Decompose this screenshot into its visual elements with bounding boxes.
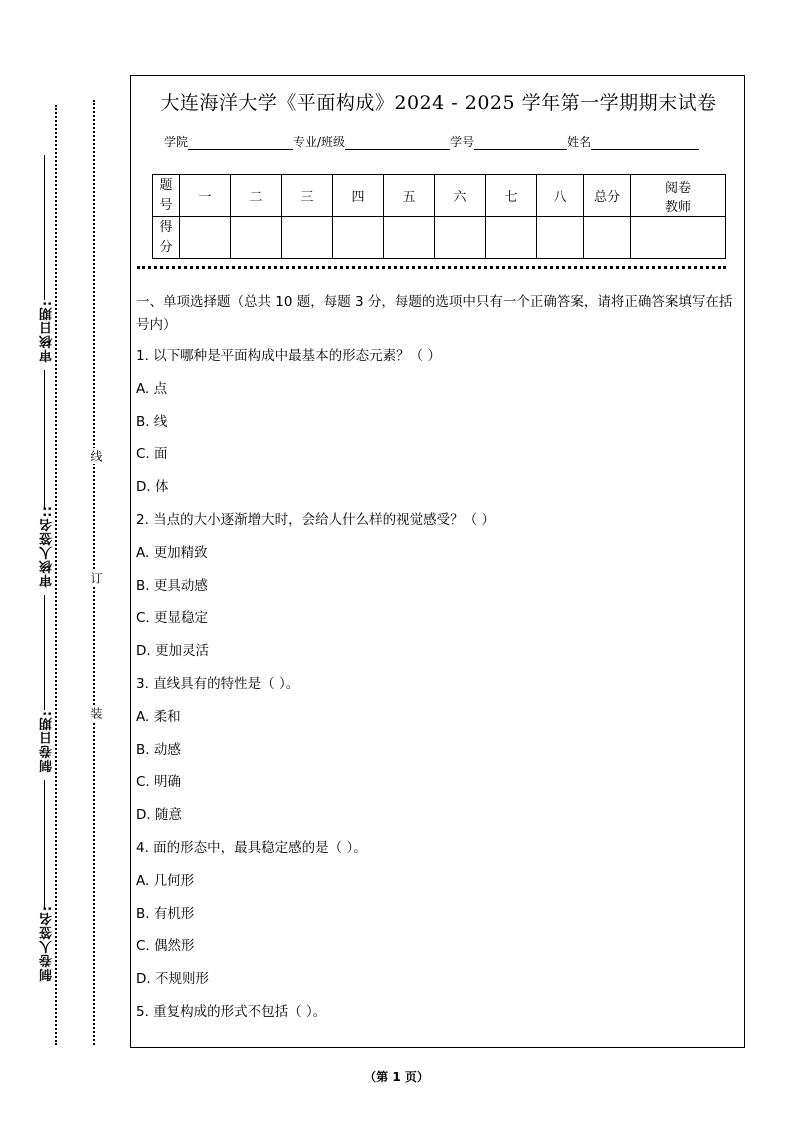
column-header: 三 <box>282 175 333 217</box>
score-cell[interactable] <box>231 217 282 259</box>
maker-date-line <box>44 595 45 710</box>
answer-option: C. 明确 <box>136 774 182 791</box>
student-info-row <box>164 133 699 150</box>
binding-margin <box>0 0 125 1122</box>
question-stem: 2. 当点的大小逐渐增大时，会给人什么样的视觉感受？（ ） <box>136 511 495 528</box>
score-cell[interactable] <box>537 217 584 259</box>
section-title: 一、单项选择题（总共 10 题，每题 3 分，每题的选项中只有一个正确答案，请将正确答案填写在括号内） <box>136 294 733 333</box>
score-cell[interactable] <box>384 217 435 259</box>
exam-title: 大连海洋大学《平面构成》2024 - 2025 学年第一学期期末试卷 <box>160 92 717 114</box>
maker-date-label: 制卷日期: <box>40 710 55 773</box>
bind-char-ding: 订 <box>89 572 103 584</box>
question-stem: 5. 重复构成的形式不包括（ ）。 <box>136 1003 327 1020</box>
name-field[interactable] <box>591 135 699 150</box>
column-header: 七 <box>486 175 537 217</box>
grader-cell[interactable] <box>631 217 726 259</box>
answer-option: D. 不规则形 <box>136 971 209 988</box>
answer-option: B. 更具动感 <box>136 577 208 594</box>
column-header: 四 <box>333 175 384 217</box>
column-header: 一 <box>180 175 231 217</box>
major-field[interactable] <box>345 135 450 150</box>
total-score-header: 总分 <box>584 175 631 217</box>
answer-option: C. 更显稳定 <box>136 610 209 627</box>
column-header: 二 <box>231 175 282 217</box>
column-header: 六 <box>435 175 486 217</box>
score-cell[interactable] <box>282 217 333 259</box>
answer-option: B. 动感 <box>136 741 181 758</box>
score-cell[interactable] <box>333 217 384 259</box>
score-table-header-row <box>153 175 726 217</box>
answer-option: D. 随意 <box>136 807 182 824</box>
answer-option: A. 柔和 <box>136 708 181 725</box>
student-id-label: 学号 <box>450 135 475 149</box>
maker-signature-line <box>44 780 45 910</box>
major-label: 专业/班级 <box>293 135 346 149</box>
bind-char-zhuang: 装 <box>89 707 103 719</box>
answer-option: A. 更加精致 <box>136 544 208 561</box>
review-date-line <box>44 155 45 300</box>
total-score-cell[interactable] <box>584 217 631 259</box>
margin-dotted-line-outer <box>55 105 57 1045</box>
answer-option: C. 面 <box>136 446 168 463</box>
exam-paper <box>130 75 745 1048</box>
answer-option: A. 点 <box>136 380 168 397</box>
question-content <box>136 291 736 1034</box>
reviewer-signature-line <box>44 370 45 510</box>
question-number-label: 题 号 <box>153 175 180 217</box>
dotted-separator <box>137 266 726 269</box>
question-stem: 4. 面的形态中，最具稳定感的是（ ）。 <box>136 839 367 856</box>
answer-option: B. 线 <box>136 413 168 430</box>
answer-option: D. 体 <box>136 479 169 496</box>
page-number: （第 1 页） <box>364 1070 429 1084</box>
answer-option: C. 偶然形 <box>136 938 195 955</box>
column-header: 五 <box>384 175 435 217</box>
grader-header: 阅卷 教师 <box>631 175 726 217</box>
score-cell[interactable] <box>435 217 486 259</box>
reviewer-signature-label: 审核人签名:: <box>40 505 55 588</box>
review-date-label: 审核日期: <box>40 300 55 363</box>
name-label: 姓名 <box>567 135 592 149</box>
bind-char-xian: 线 <box>89 450 103 462</box>
college-label: 学院 <box>164 135 189 149</box>
college-field[interactable] <box>188 135 293 150</box>
question-stem: 3. 直线具有的特性是（ ）。 <box>136 675 300 692</box>
answer-option: B. 有机形 <box>136 905 195 922</box>
score-cell[interactable] <box>486 217 537 259</box>
answer-option: D. 更加灵活 <box>136 643 209 660</box>
student-id-field[interactable] <box>474 135 567 150</box>
answer-option: A. 几何形 <box>136 872 195 889</box>
score-cell[interactable] <box>180 217 231 259</box>
score-table <box>152 174 726 259</box>
column-header: 八 <box>537 175 584 217</box>
score-label: 得 分 <box>153 217 180 259</box>
score-table-score-row <box>153 217 726 259</box>
question-stem: 1. 以下哪种是平面构成中最基本的形态元素？（ ） <box>136 348 441 364</box>
maker-signature-label: 制卷人签名: <box>40 905 55 982</box>
